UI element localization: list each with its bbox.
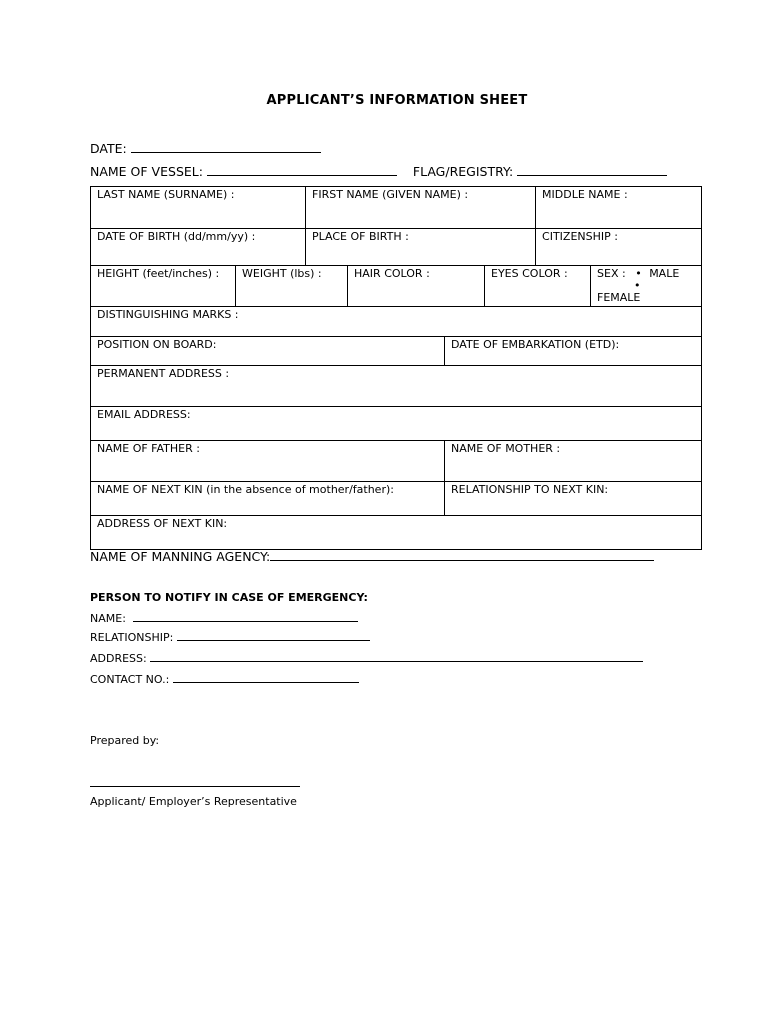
emergency-contact-field[interactable] [173, 673, 359, 683]
vessel-field[interactable] [207, 166, 397, 176]
citizenship-label: CITIZENSHIP : [542, 230, 618, 243]
page-title: APPLICANT’S INFORMATION SHEET [266, 93, 528, 108]
signature-line[interactable] [90, 786, 300, 787]
emergency-name-row [90, 612, 358, 625]
date-row [90, 141, 321, 156]
male-bullet-icon[interactable]: • [635, 267, 642, 280]
permanent-address-label: PERMANENT ADDRESS : [97, 367, 230, 380]
hair-color-cell[interactable] [348, 266, 485, 307]
position-on-board-cell[interactable] [91, 337, 445, 366]
date-of-birth-label: DATE OF BIRTH (dd/mm/yy) : [97, 230, 256, 243]
emergency-heading: PERSON TO NOTIFY IN CASE OF EMERGENCY: [90, 591, 368, 604]
citizenship-cell[interactable] [536, 229, 702, 266]
name-of-mother-cell[interactable] [445, 441, 702, 482]
sex-label: SEX : [597, 267, 626, 280]
eyes-color-cell[interactable] [485, 266, 591, 307]
height-cell[interactable] [91, 266, 236, 307]
manning-agency-row [90, 549, 654, 564]
relationship-to-next-kin-label: RELATIONSHIP TO NEXT KIN: [451, 483, 609, 496]
prepared-by-label: Prepared by: [90, 734, 160, 747]
date-of-embarkation-cell[interactable] [445, 337, 702, 366]
vessel-row [90, 164, 667, 179]
emergency-name-label: NAME: [90, 612, 126, 625]
emergency-relationship-field[interactable] [177, 631, 370, 641]
emergency-relationship-row [90, 631, 370, 644]
position-on-board-label: POSITION ON BOARD: [97, 338, 217, 351]
distinguishing-marks-cell[interactable] [91, 307, 702, 337]
female-option-label: FEMALE [597, 291, 641, 304]
signature-caption: Applicant/ Employer’s Representative [90, 795, 297, 808]
permanent-address-cell[interactable] [91, 366, 702, 407]
email-address-cell[interactable] [91, 407, 702, 441]
vessel-label: NAME OF VESSEL: [90, 164, 203, 179]
male-option-label: MALE [649, 267, 680, 280]
middle-name-cell[interactable] [536, 187, 702, 229]
first-name-cell[interactable] [306, 187, 536, 229]
name-of-next-kin-label: NAME OF NEXT KIN (in the absence of mother/father): [97, 483, 394, 496]
date-of-embarkation-label: DATE OF EMBARKATION (ETD): [451, 338, 620, 351]
weight-label: WEIGHT (lbs) : [242, 267, 322, 280]
last-name-cell[interactable] [91, 187, 306, 229]
distinguishing-marks-label: DISTINGUISHING MARKS : [97, 308, 239, 321]
middle-name-label: MIDDLE NAME : [542, 188, 628, 201]
relationship-to-next-kin-cell[interactable] [445, 482, 702, 516]
applicant-info-table [90, 186, 702, 550]
emergency-contact-label: CONTACT NO.: [90, 673, 170, 686]
email-address-label: EMAIL ADDRESS: [97, 408, 191, 421]
manning-agency-field[interactable] [270, 551, 654, 561]
height-label: HEIGHT (feet/inches) : [97, 267, 220, 280]
address-of-next-kin-label: ADDRESS OF NEXT KIN: [97, 517, 228, 530]
date-field[interactable] [131, 143, 321, 153]
emergency-relationship-label: RELATIONSHIP: [90, 631, 174, 644]
name-of-next-kin-cell[interactable] [91, 482, 445, 516]
place-of-birth-cell[interactable] [306, 229, 536, 266]
eyes-color-label: EYES COLOR : [491, 267, 568, 280]
date-of-birth-cell[interactable] [91, 229, 306, 266]
emergency-contact-row [90, 673, 359, 686]
name-of-father-cell[interactable] [91, 441, 445, 482]
flag-label: FLAG/REGISTRY: [412, 164, 514, 179]
weight-cell[interactable] [236, 266, 348, 307]
name-of-mother-label: NAME OF MOTHER : [451, 442, 561, 455]
hair-color-label: HAIR COLOR : [354, 267, 430, 280]
sex-cell [591, 266, 702, 307]
emergency-address-field[interactable] [150, 652, 643, 662]
date-label: DATE: [90, 141, 127, 156]
emergency-address-row [90, 652, 643, 665]
female-bullet-icon[interactable]: • [634, 279, 641, 292]
place-of-birth-label: PLACE OF BIRTH : [312, 230, 409, 243]
flag-field[interactable] [517, 166, 667, 176]
emergency-name-field[interactable] [133, 612, 358, 622]
name-of-father-label: NAME OF FATHER : [97, 442, 200, 455]
last-name-label: LAST NAME (SURNAME) : [97, 188, 235, 201]
address-of-next-kin-cell[interactable] [91, 516, 702, 550]
manning-agency-label: NAME OF MANNING AGENCY: [90, 549, 271, 564]
first-name-label: FIRST NAME (GIVEN NAME) : [312, 188, 469, 201]
emergency-address-label: ADDRESS: [90, 652, 147, 665]
